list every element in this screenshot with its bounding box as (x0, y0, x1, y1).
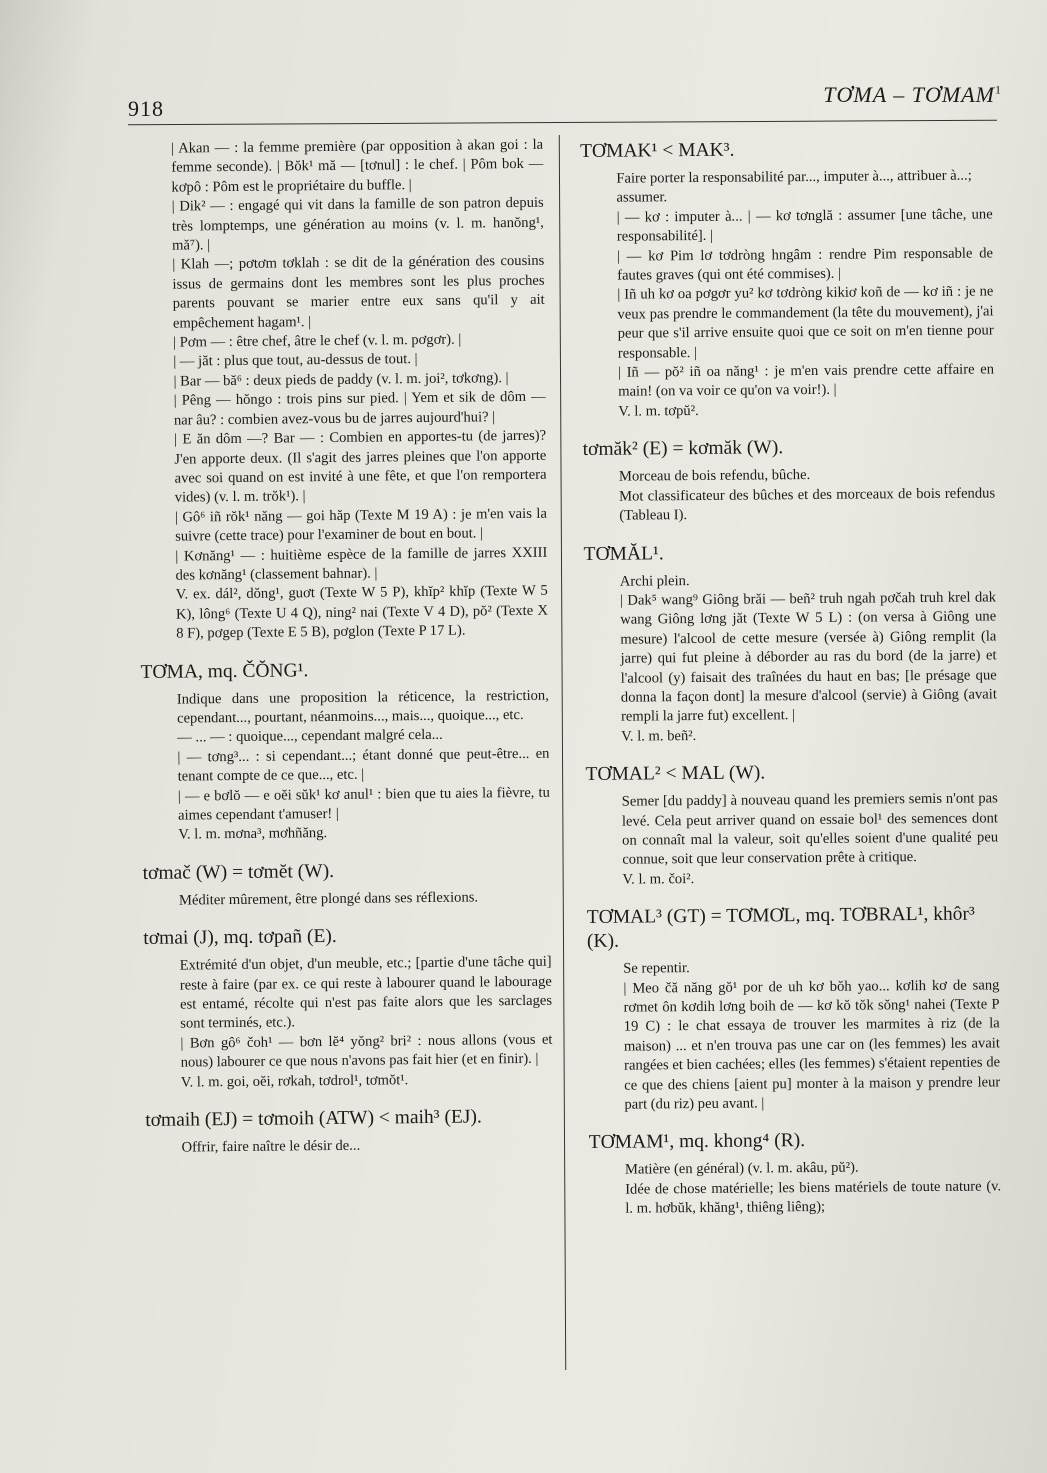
continuation-block (135, 136, 548, 645)
cont-line: V. ex. dál², dŏng¹, guơt (Texte W 5 P), khĭp² khĭp (Texte W 5 K), lông⁶ (Texte U 4 Q), ning² nai (Texte V 4 D), pŏ² (Texte X 8 F), pơgep (Texte E 5 B), pơglon (Texte P 17 L). (175, 583, 549, 642)
headword: TƠMAM¹, mq. khong⁴ (R). (588, 1130, 806, 1154)
right-column (580, 136, 1001, 1219)
entry-tomaih (145, 1105, 553, 1159)
cont-line: | Gô⁶ iñ rŏk¹ năng — goi hăp (Texte M 19 A) : je m'en vais la suivre (cette trace) pour l'examiner de bout en bout. | (174, 505, 548, 545)
entry-line: V. l. m. čoi². (622, 870, 695, 888)
running-title (823, 82, 1002, 108)
entry-line: Indique dans une proposition la réticence, la restriction, cependant..., pourtant, néanmoins..., mais..., quoique..., etc. (176, 687, 549, 727)
entry-toma (140, 656, 550, 846)
entry-line: | — kơ Pim lơ tơdròng hngâm : rendre Pim responsable de fautes graves (qui ont été commises). | (616, 245, 994, 284)
entry-tomai (143, 923, 553, 1093)
entry-tomal3 (587, 903, 1001, 1116)
entry-line: | Dak⁵ wang⁹ Giông brăi — beñ² truh ngah pơčah truh krel dak wang Giông lơng jăt (Texte W 5 L) : (on versa à Giông une mesure) l'alcool de cette mesure (versée à) Giông remplit (la jarre) qui fut pleine à déborder au ras du bord (de la jarre) et l'alcool (y) faisait des traînées du haut en bas; [le présage que donna la façon dont] la mesure d'alcool (servie) à Giông (avait rempli la jarre fut) excellent. | (619, 589, 997, 726)
entry-line: Méditer mûrement, être plongé dans ses réflexions. (178, 889, 479, 909)
left-column (135, 136, 554, 1159)
entry-line: Extrémité d'un objet, d'un meuble, etc.; [partie d'une tâche qui] reste à faire (par ex. ce qui reste à labourer quand le labourage est entamé, récolte qui n'est pas faite alors que les sarclages sont terminés, etc.). (179, 953, 553, 1033)
headword: tơmaih (EJ) = tơmoih (ATW) < maih³ (EJ). (145, 1106, 482, 1132)
headword: TƠMĂL¹. (583, 542, 664, 565)
entry-line: assumer. (616, 189, 668, 207)
cont-line: | Pêng — hŏngo : trois pins sur pied. | Yem et sik de dôm — nar âu? : combien avez-vous bu de jarres aujourd'hui? | (173, 388, 546, 429)
entry-line: Offrir, faire naître le désir de... (181, 1137, 361, 1156)
cont-line: | Kơnăng¹ — : huitième espèce de la famille de jarres XXIII des kơnăng¹ (classement bahnar). | (175, 544, 548, 584)
entry-line: | Bơn gô⁶ čoh¹ — bơn lĕ⁴ yŏng² bri² : nous allons (vous et nous) labourer ce que nous n'avons pas fait hier (et en finir). | (180, 1031, 553, 1071)
entry-line: V. l. m. goi, oĕi, rơkah, tơdrol¹, tơmŏt¹. (180, 1071, 409, 1091)
entry-line: V. l. m. mơna³, mơhñăng. (178, 825, 328, 843)
page-number: 918 (128, 96, 164, 121)
cont-line: | E ăn dôm —? Bar — : Combien en apportes-tu (de jarres)? J'en apporte deux. (Il s'agit des jarres pleines que l'on apporte avec soi quand on est invité à une fête, et que l'on remportera vides) (v. l. m. trŏk¹). | (174, 427, 547, 506)
entry-tomam (589, 1128, 1002, 1220)
entry-line: Faire porter la responsabilité par..., imputer à..., attribuer à...; (616, 167, 972, 187)
entry-tomac (143, 858, 551, 912)
entry-line: Se repentir. (623, 960, 690, 977)
cont-line: | Akan — : la femme première (par opposition à akan goi : la femme seconde). | Bŏk¹ mă — [tơnul] : le chef. | Pôm bok — kơpô : Pôm est le propriétaire du buffle. | (171, 136, 544, 196)
entry-line: | — e bơlŏ — e oĕi sŭk¹ kơ anul¹ : bien que tu aies la fièvre, tu aimes cependant t'amuser! | (177, 784, 550, 824)
cont-line: | Dik² — : engagé qui vit dans la famille de son patron depuis très lomptemps, une génération au moins (v. l. m. hanŏng¹, mă⁷). | (171, 194, 544, 254)
entry-line: Matière (en général) (v. l. m. akâu, pŭ²). (624, 1160, 859, 1179)
headword: tơmai (J), mq. tơpañ (E). (143, 926, 337, 950)
entry-tomal1 (584, 539, 998, 747)
page-header (128, 80, 1002, 120)
headword: TƠMAL³ (GT) = TƠMƠL, mq. TƠBRAL¹, khôr³ (K). (586, 903, 975, 953)
entry-tomak (580, 136, 994, 422)
entry-line: Semer [du paddy] à nouveau quand les premiers semis n'ont pas levé. Cela peut arriver quand on essaie bol¹ des semences dont on connaît mal la valeur, soit qu'elles soient d'une qualité peu connue, soit que leur conservation prête à critique. (621, 790, 999, 869)
headword: tơmač (W) = tơmĕt (W). (142, 860, 335, 884)
entry-tomal2 (585, 760, 998, 891)
entry-line: V. l. m. tơpŭ². (618, 402, 699, 420)
header-rule (128, 120, 997, 126)
entry-line: Morceau de bois refendu, bûche. (618, 467, 811, 485)
column-divider (559, 135, 566, 1370)
entry-line: | — tơng³... : si cependant...; étant donné que peut-être... en tenant compte de ce que..., etc. | (177, 745, 550, 785)
entry-line: Archi plein. (619, 572, 690, 590)
entry-line: | Meo čă năng gŏ¹ por de uh kơ bŏh yao... kơlih kơ de sang rơmet ôn kơdih lơng boih de — kơ kŏ tŏk sŏng¹ nahei (Texte P 19 C) : le chat essaya de trouver les marmites à riz (de la maison) ... et n'en trouva pas une car on (les femmes) les avait rangées et bien cachées; elles (les femmes) s'étaient repenties de ce que des chiens [aient pu] monter à la maison y prendre leur part (du riz) peu avant. | (623, 976, 1001, 1113)
entry-line: | — kơ : imputer à... | — kơ tơnglă : assumer [une tâche, une responsabilité]. | (616, 206, 993, 245)
headword: TƠMAL² < MAL (W). (585, 762, 766, 786)
cont-line: | Bar — bă⁶ : deux pieds de paddy (v. l. m. joi², tơkơng). | (173, 369, 509, 390)
entry-line: — ... — : quoique..., cependant malgré cela... (177, 727, 443, 746)
headword: TƠMAK¹ < MAK³. (580, 139, 735, 162)
headword: TƠMA, mq. ČŎNG¹. (140, 659, 309, 683)
entry-line: Idée de chose matérielle; les biens matériels de toute nature (v. l. m. hơbŭk, khăng¹, thiêng liêng); (625, 1178, 1002, 1217)
running-title-text: TƠMA – TƠMAM (823, 82, 995, 107)
entry-tomak2 (583, 435, 996, 527)
cont-line: | Pơm — : être chef, âtre le chef (v. l. m. pơgơr). | (173, 331, 462, 351)
entry-line: | Iñ — pŏ² iñ oa năng¹ : je m'en vais prendre cette affaire en main! (on va voir ce qu'on va voir!). | (617, 361, 995, 401)
running-title-sup: 1 (995, 82, 1002, 97)
cont-line: | Klah —; pơtơm tơklah : se dit de la génération des cousins issus de germains dont les membres sont les plus proches parents pouvant se marier entre eux sans qu'il y ait empêchement hagam¹. | (172, 253, 545, 332)
entry-line: | Iñ uh kơ oa pơgơr yu² kơ tơdròng kikiơ koñ de — kơ iñ : je ne veux pas prendre le commandement (la tête du mouvement), j'ai peur que s'il arrive ensuite quoi que ce soit on m'en tienne pour responsable. | (617, 283, 994, 362)
entry-line: V. l. m. beñ². (621, 727, 697, 745)
headword: tơmăk² (E) = kơmăk (W). (582, 437, 784, 461)
entry-line: Mot classificateur des bûches et des morceaux de bois refendus (Tableau I). (619, 485, 996, 524)
cont-line: | — jăt : plus que tout, au-dessus de tout. | (173, 351, 418, 371)
